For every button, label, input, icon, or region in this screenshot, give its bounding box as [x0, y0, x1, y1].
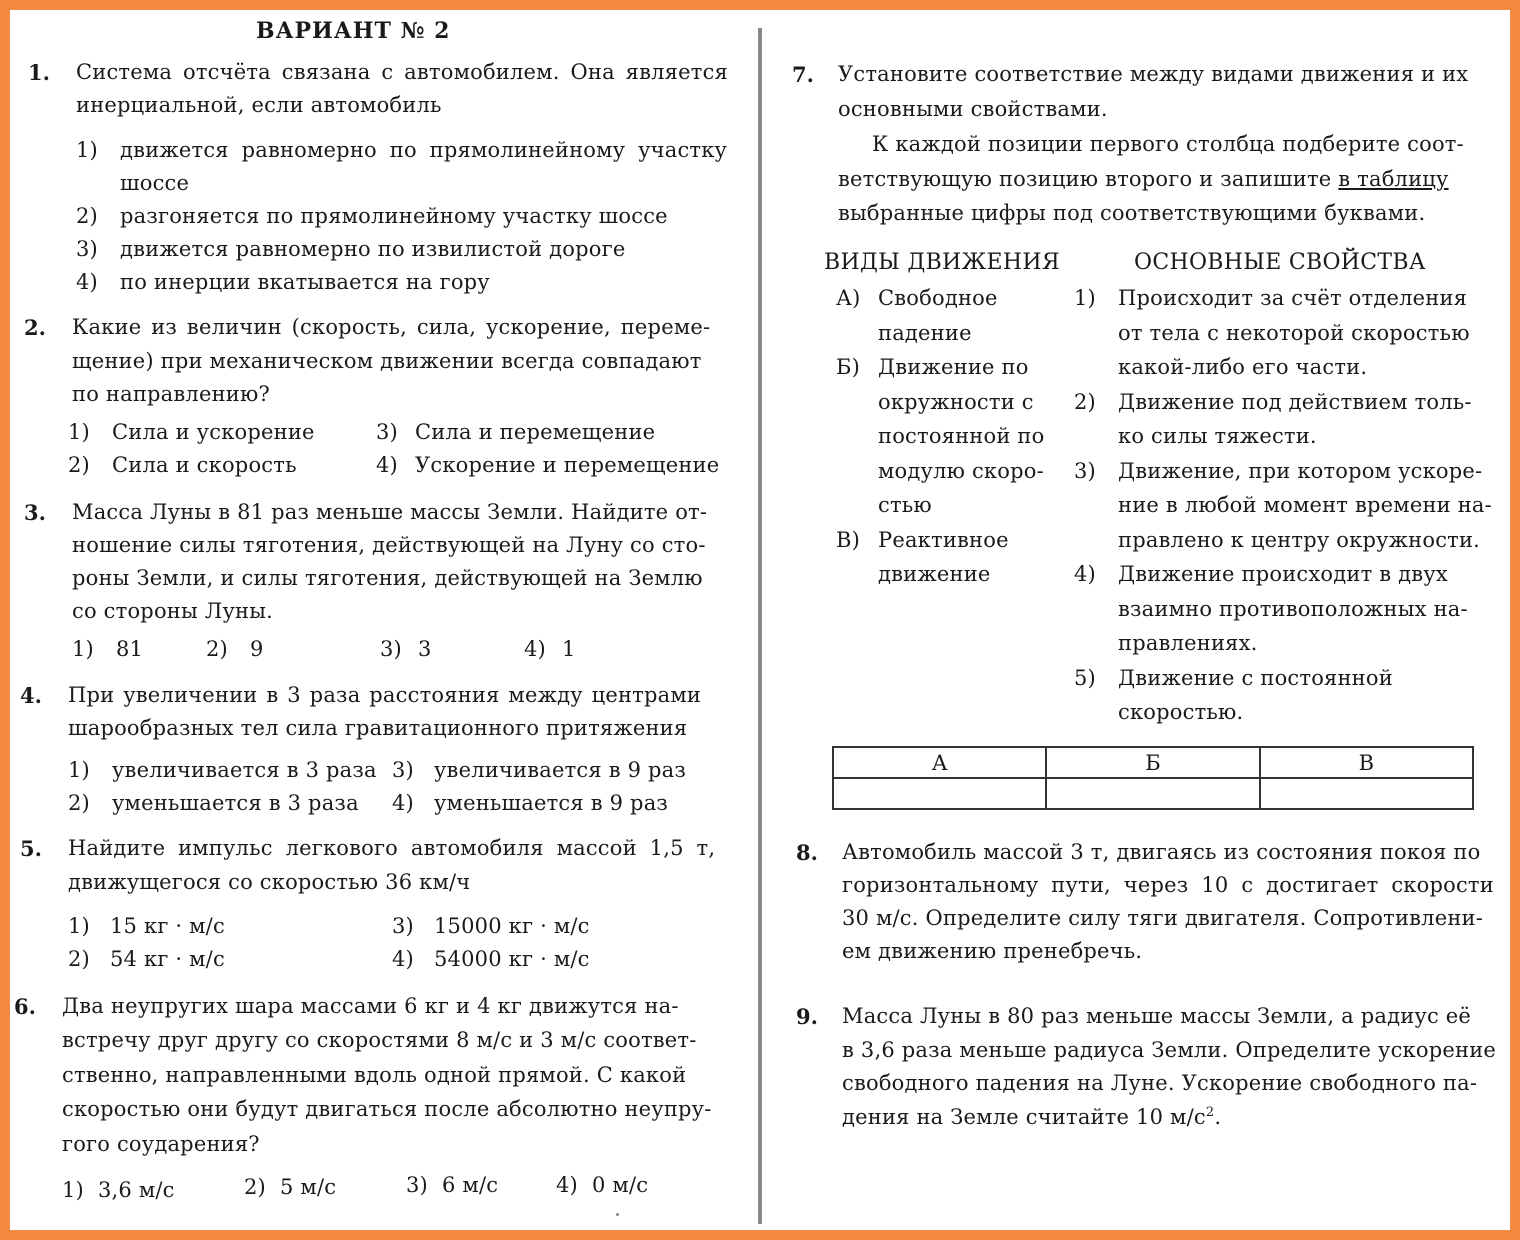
q4-option-text: увеличивается в 9 раз	[434, 758, 687, 782]
q7-right-item-text: Движение под действием толь-	[1118, 390, 1472, 414]
q5-option-text: 15 кг · м/с	[110, 914, 225, 938]
answer-cell-v[interactable]	[1260, 778, 1473, 809]
q3-option-number: 3)	[380, 637, 402, 661]
q7-right-item-text: Движение с постоянной	[1118, 666, 1393, 690]
q4-option-text: уменьшается в 9 раз	[434, 791, 669, 815]
q7-left-item-text: Свободное	[878, 286, 998, 310]
q1-option-text: движется равномерно по извилистой дороге	[120, 237, 626, 261]
q4-option-text: уменьшается в 3 раза	[112, 791, 359, 815]
q7-right-item-text: скоростью.	[1118, 700, 1244, 724]
q6-option-text: 6 м/с	[442, 1173, 499, 1197]
q3-text-line: роны Земли, и силы тяготения, действующей на Землю	[72, 566, 703, 590]
q2-text-line: по направлению?	[72, 382, 270, 406]
q9-text-line	[842, 1105, 1221, 1129]
q2-option-text: Сила и перемещение	[415, 420, 656, 444]
q7-right-item-text: взаимно противоположных на-	[1118, 597, 1468, 621]
column-divider	[758, 28, 762, 1224]
q2-option-text: Сила и ускорение	[112, 420, 315, 444]
answer-table-header: В	[1260, 747, 1473, 778]
q6-option-number: 3)	[406, 1173, 428, 1197]
q2-text-line: Какие из величин (скорость, сила, ускорение, переме-	[72, 315, 711, 339]
q5-option-number: 4)	[392, 947, 414, 971]
answer-table-header: Б	[1046, 747, 1259, 778]
q7-instruction-line: К каждой позиции первого столбца подберите соот-	[872, 132, 1464, 156]
q9-last-line-end: .	[1214, 1105, 1222, 1129]
q8-number: 8.	[796, 840, 818, 865]
q6-text-line: встречу друг другу со скоростями 8 м/с и 3 м/с соответ-	[62, 1028, 697, 1052]
q4-option-number: 4)	[392, 791, 414, 815]
q7-right-column-header: ОСНОВНЫЕ СВОЙСТВА	[1134, 250, 1426, 275]
q1-text-line: инерциальной, если автомобиль	[76, 93, 442, 117]
q9-last-line-text: дения на Земле считайте 10 м/с	[842, 1105, 1206, 1129]
q6-option-text: 3,6 м/с	[98, 1178, 175, 1202]
q9-text-line: в 3,6 раза меньше радиуса Земли. Определите ускорение	[842, 1038, 1497, 1062]
q7-left-item-text: модулю скоро-	[878, 459, 1044, 483]
q2-number: 2.	[24, 315, 46, 340]
q7-right-item-text: Движение, при котором ускоре-	[1118, 459, 1483, 483]
q6-text-line: скоростью они будут двигаться после абсолютно неупру-	[62, 1097, 712, 1121]
q7-right-item-text: от тела с некоторой скоростью	[1118, 321, 1470, 345]
q6-option-number: 2)	[244, 1175, 266, 1199]
q4-option-number: 1)	[68, 758, 90, 782]
q6-option-text: 0 м/с	[592, 1173, 649, 1197]
q6-option-text: 5 м/с	[280, 1175, 337, 1199]
pencil-mark	[616, 1213, 619, 1216]
q8-text-line: ем движению пренебречь.	[842, 939, 1143, 963]
q2-option-number: 3)	[376, 420, 398, 444]
q7-right-item-number: 4)	[1074, 562, 1096, 586]
worksheet-page	[10, 10, 1510, 1230]
q1-text-line: Система отсчёта связана с автомобилем. Она является	[76, 60, 728, 84]
q7-right-item-text: какой-либо его части.	[1118, 355, 1368, 379]
q1-option-number: 1)	[76, 138, 98, 162]
q7-right-item-number: 2)	[1074, 390, 1096, 414]
q7-left-item-letter: Б)	[836, 355, 861, 379]
q2-option-text: Сила и скорость	[112, 453, 297, 477]
q4-option-text: увеличивается в 3 раза	[112, 758, 377, 782]
q7-right-item-text: ние в любой момент времени на-	[1118, 493, 1492, 517]
q7-right-item-text: Движение происходит в двух	[1118, 562, 1448, 586]
q7-text-line: основными свойствами.	[838, 97, 1108, 121]
q5-option-number: 1)	[68, 914, 90, 938]
q7-left-item-text: движение	[878, 562, 991, 586]
q1-option-text: разгоняется по прямолинейному участку шоссе	[120, 204, 668, 228]
q3-text-line: ношение силы тяготения, действующей на Луну со сто-	[72, 533, 706, 557]
q1-option-number: 4)	[76, 270, 98, 294]
q1-option-text: шоссе	[120, 171, 190, 195]
q3-option-text: 3	[418, 637, 432, 661]
q2-option-number: 2)	[68, 453, 90, 477]
q1-number: 1.	[28, 60, 50, 85]
q6-option-number: 4)	[556, 1173, 578, 1197]
q7-left-item-text: окружности с	[878, 390, 1034, 414]
q2-option-number: 1)	[68, 420, 90, 444]
q4-text-line: При увеличении в 3 раза расстояния между центрами	[68, 683, 702, 707]
q7-right-item-number: 3)	[1074, 459, 1096, 483]
q8-text-line: Автомобиль массой 3 т, двигаясь из состояния покоя по	[842, 840, 1481, 864]
q5-option-number: 2)	[68, 947, 90, 971]
page-title: ВАРИАНТ № 2	[256, 18, 451, 44]
q5-text-line: движущегося со скоростью 36 км/ч	[68, 870, 471, 894]
q7-left-item-text: падение	[878, 321, 972, 345]
q4-option-number: 3)	[392, 758, 414, 782]
q5-option-text: 54 кг · м/с	[110, 947, 225, 971]
q6-number: 6.	[14, 994, 36, 1019]
q6-text-line: Два неупругих шара массами 6 кг и 4 кг движутся на-	[62, 994, 679, 1018]
q7-answer-table	[832, 746, 1474, 810]
q3-option-number: 1)	[72, 637, 94, 661]
q3-option-text: 9	[250, 637, 264, 661]
q1-option-number: 2)	[76, 204, 98, 228]
q9-text-line: свободного падения на Луне. Ускорение свободного па-	[842, 1071, 1478, 1095]
q3-option-text: 81	[116, 637, 144, 661]
q3-text-line: Масса Луны в 81 раз меньше массы Земли. Найдите от-	[72, 500, 708, 524]
q4-option-number: 2)	[68, 791, 90, 815]
q3-number: 3.	[24, 500, 46, 525]
answer-cell-b[interactable]	[1046, 778, 1259, 809]
q7-left-item-letter: В)	[836, 528, 861, 552]
q7-left-item-text: стью	[878, 493, 932, 517]
q7-left-column-header: ВИДЫ ДВИЖЕНИЯ	[824, 250, 1060, 275]
q2-option-number: 4)	[376, 453, 398, 477]
q7-left-item-text: Движение по	[878, 355, 1029, 379]
q7-right-item-text: Происходит за счёт отделения	[1118, 286, 1468, 310]
q7-right-item-number: 5)	[1074, 666, 1096, 690]
q7-left-item-letter: А)	[836, 286, 861, 310]
q4-number: 4.	[20, 683, 42, 708]
q1-option-text: по инерции вкатывается на гору	[120, 270, 490, 294]
q7-right-item-number: 1)	[1074, 286, 1096, 310]
answer-cell-a[interactable]	[833, 778, 1046, 809]
q6-text-line: ственно, направленными вдоль одной прямой. С какой	[62, 1063, 687, 1087]
q7-right-item-text: правлениях.	[1118, 631, 1258, 655]
q9-exponent: 2	[1205, 1105, 1215, 1120]
q5-text-line: Найдите импульс легкового автомобиля массой 1,5 т,	[68, 836, 716, 860]
q2-text-line: щение) при механическом движении всегда совпадают	[72, 349, 702, 373]
q7-number: 7.	[792, 62, 814, 87]
q7-right-item-text: ко силы тяжести.	[1118, 424, 1317, 448]
q3-option-number: 4)	[524, 637, 546, 661]
q7-left-item-text: Реактивное	[878, 528, 1009, 552]
q2-option-text: Ускорение и перемещение	[415, 453, 720, 477]
q6-text-line: гого соударения?	[62, 1132, 260, 1156]
q3-text-line: со стороны Луны.	[72, 599, 274, 623]
q5-option-text: 15000 кг · м/с	[434, 914, 590, 938]
q3-option-number: 2)	[206, 637, 228, 661]
q6-option-number: 1)	[62, 1178, 84, 1202]
q4-text-line: шарообразных тел сила гравитационного притяжения	[68, 716, 688, 740]
answer-table-input-row	[833, 778, 1473, 809]
q1-option-text: движется равномерно по прямолинейному участку	[120, 138, 728, 162]
q9-number: 9.	[796, 1004, 818, 1029]
answer-table-header: А	[833, 747, 1046, 778]
q7-instruction-text: ветствующую позицию второго и запишите	[838, 167, 1332, 191]
q3-option-text: 1	[562, 637, 576, 661]
q8-text-line: 30 м/с. Определите силу тяги двигателя. Сопротивлени-	[842, 906, 1484, 930]
q9-text-line: Масса Луны в 80 раз меньше массы Земли, а радиус её	[842, 1004, 1472, 1028]
answer-table-header-row	[833, 747, 1473, 778]
q1-option-number: 3)	[76, 237, 98, 261]
q5-option-number: 3)	[392, 914, 414, 938]
q7-text-line: Установите соответствие между видами движения и их	[838, 62, 1469, 86]
q7-instruction-line	[838, 167, 1449, 191]
q7-instruction-underlined: в таблицу	[1338, 167, 1449, 191]
q7-instruction-line: выбранные цифры под соответствующими буквами.	[838, 201, 1426, 225]
q5-number: 5.	[20, 836, 42, 861]
q7-right-item-text: правлено к центру окружности.	[1118, 528, 1481, 552]
q5-option-text: 54000 кг · м/с	[434, 947, 590, 971]
q8-text-line: горизонтальному пути, через 10 с достигает скорости	[842, 873, 1494, 897]
q7-left-item-text: постоянной по	[878, 424, 1045, 448]
